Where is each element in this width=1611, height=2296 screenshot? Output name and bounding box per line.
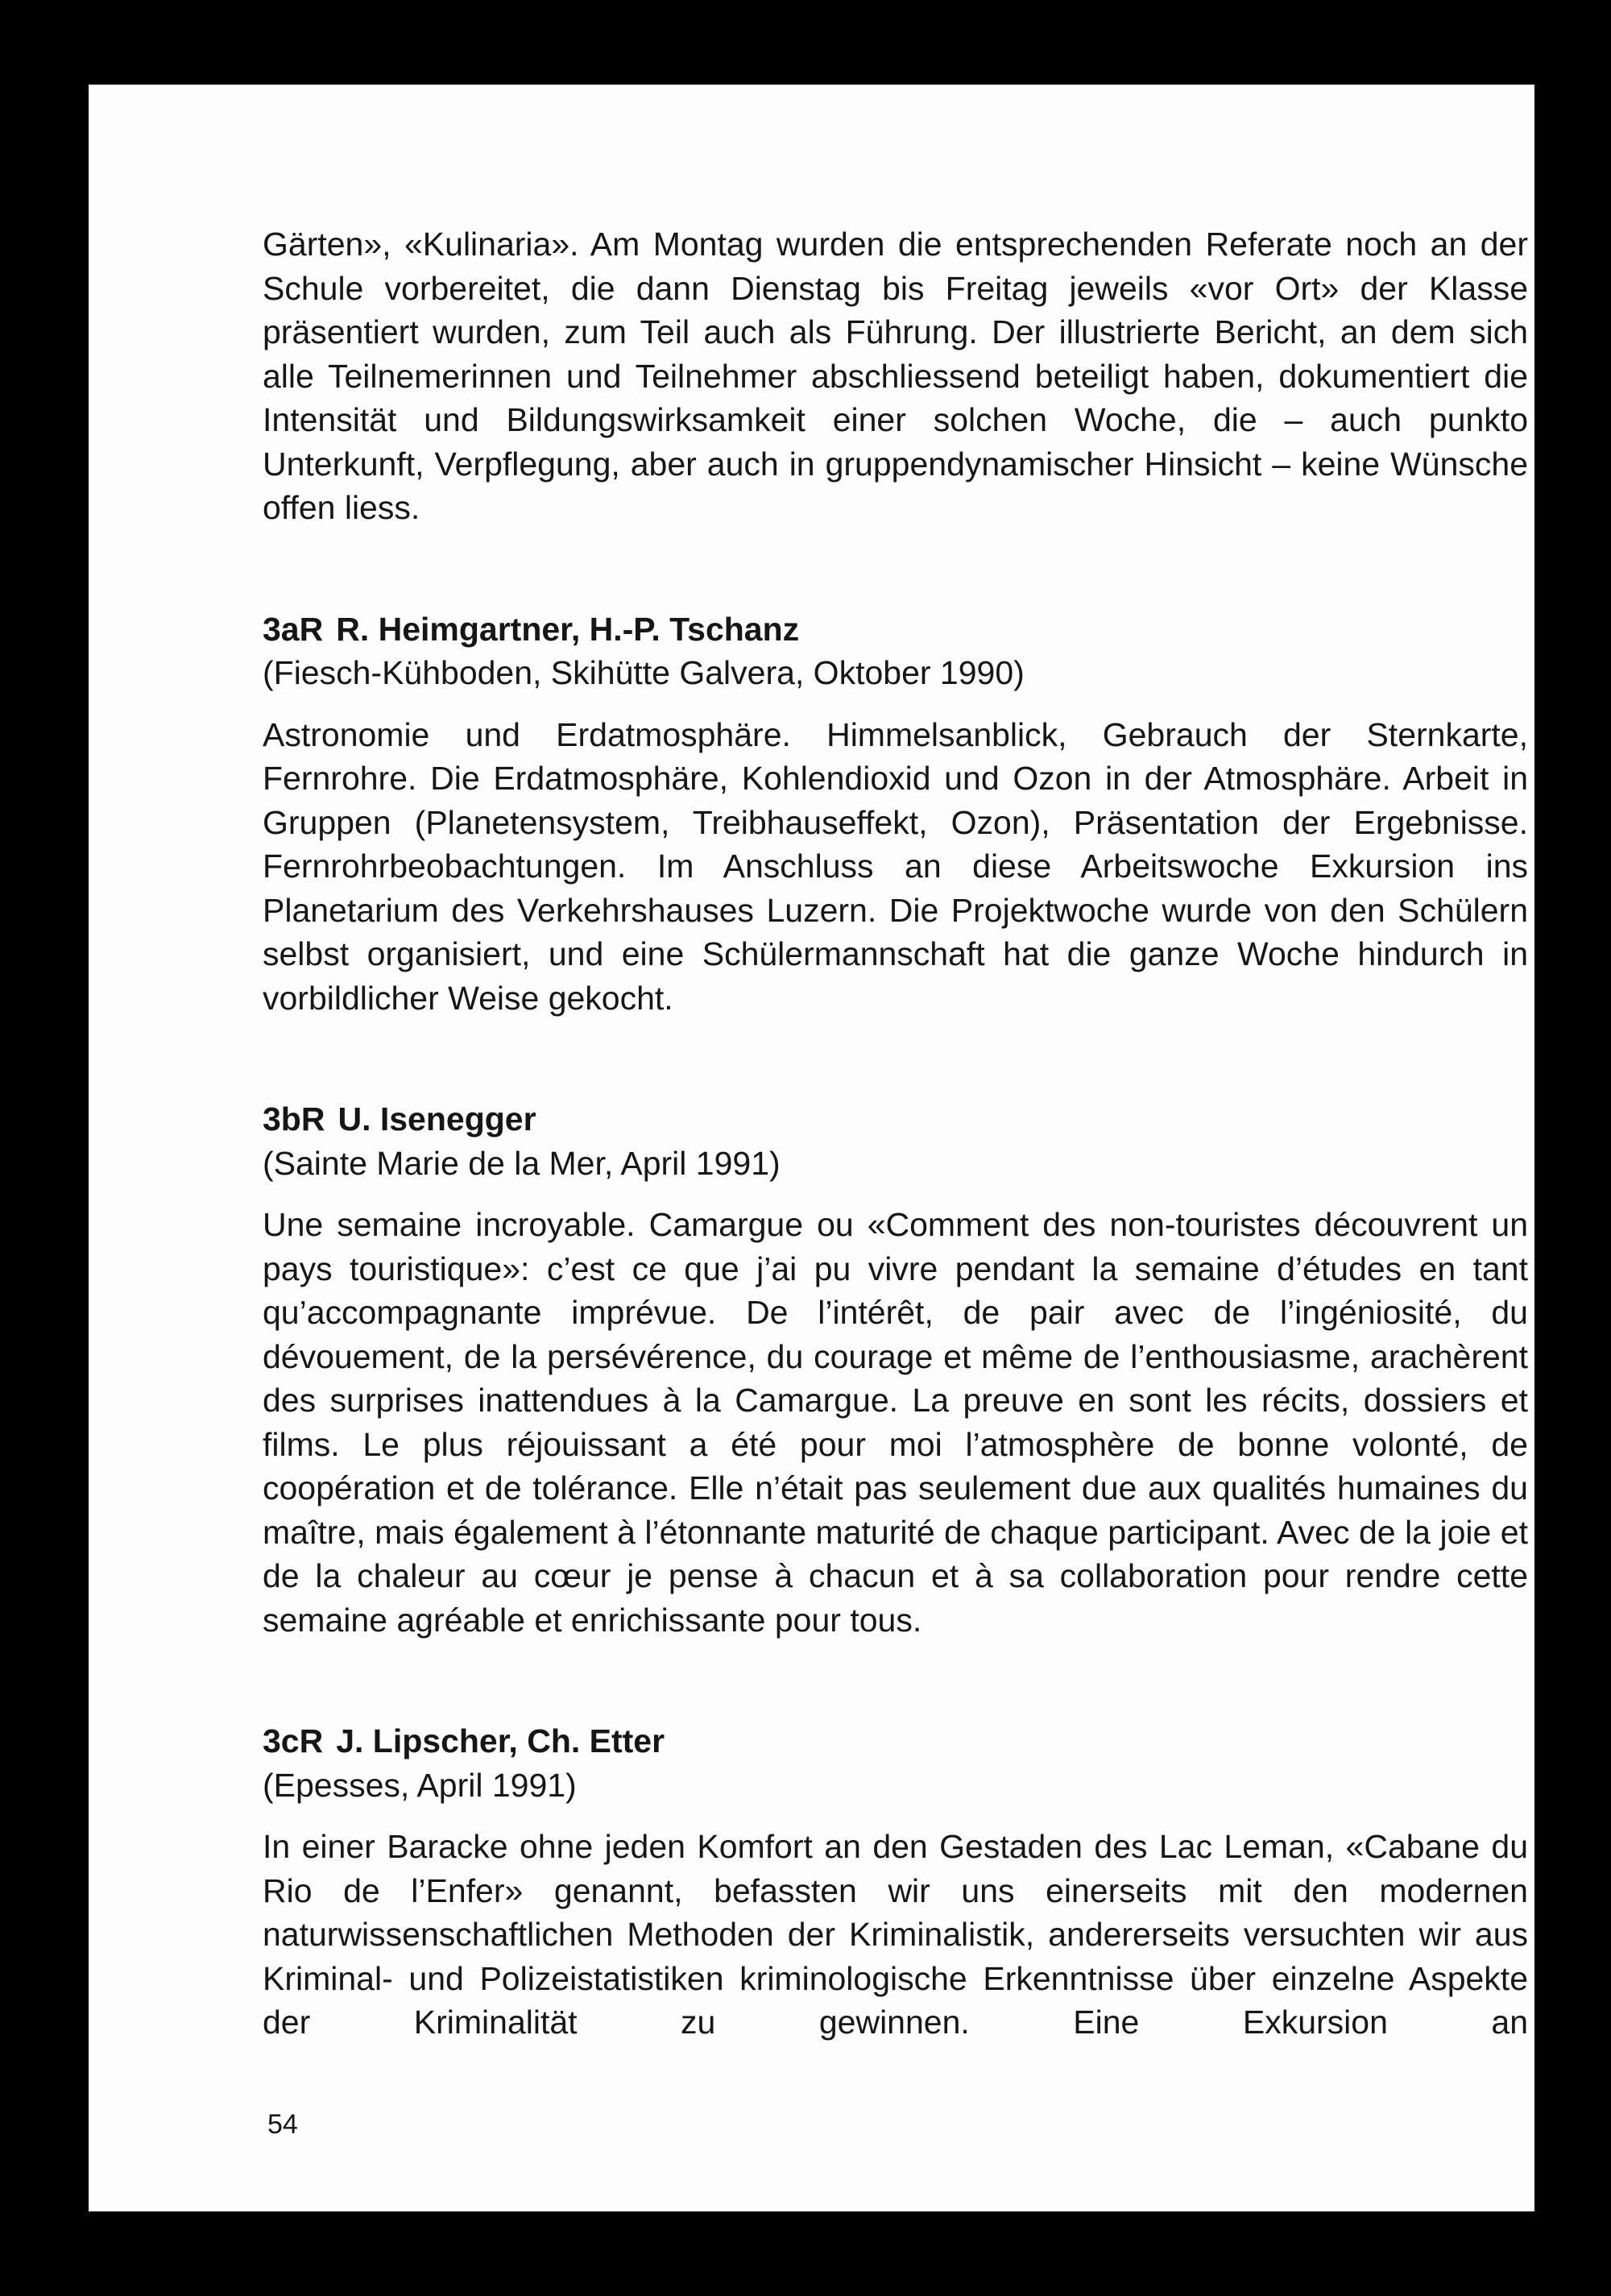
section-heading	[263, 607, 1528, 652]
page-number: 54	[267, 2109, 298, 2140]
section-body: Une semaine incroyable. Camargue ou «Comment des non-touristes découvrent un pays touristique»: c’est ce que j’ai pu vivre pendant la semaine d’études en tant qu’accompagnante imprévue. De l’intérêt, de pair avec de l’ingéniosité, du dévouement, de la persévérence, du courage et même de l’enthousiasme, arachèrent des surprises inattendues à la Camargue. La preuve en sont les récits, dossiers et films. Le plus réjouissant a été pour moi l’atmosphère de bonne volonté, de coopération et de tolérance. Elle n’était pas seulement due aux qualités humaines du maître, mais également à l’étonnante maturité de chaque participant. Avec de la joie et de la chaleur au cœur je pense à chacun et à sa collaboration pour rendre cette semaine agréable et enrichissante pour tous.	[263, 1206, 1528, 1639]
document-page	[89, 85, 1534, 2211]
section-heading	[263, 1719, 1528, 1763]
intro-paragraph: Gärten», «Kulinaria». Am Montag wurden die entsprechenden Referate noch an der Schule vorbereitet, die dann Dienstag bis Freitag jeweils «vor Ort» der Klasse präsentiert wurden, zum Teil auch als Führung. Der illustrierte Bericht, an dem sich alle Teilnemerinnen und Teilnehmer abschliessend beteiligt haben, dokumentiert die Intensität und Bildungswirksamkeit einer solchen Woche, die – auch punkto Unterkunft, Verpflegung, aber auch in gruppendynamischer Hinsicht – keine Wünsche offen liess.	[263, 226, 1528, 526]
section-3aR	[263, 607, 1528, 1021]
teacher-names: R. Heimgartner, H.-P. Tschanz	[336, 610, 800, 648]
section-3bR	[263, 1097, 1528, 1642]
section-subtitle: (Epesses, April 1991)	[263, 1766, 577, 1804]
section-body: In einer Baracke ohne jeden Komfort an den Gestaden des Lac Leman, «Cabane du Rio de l’Enfer» genannt, befassten wir uns einerseits mit den modernen naturwissenschaftlichen Methoden der Kriminalistik, andererseits versuchten wir aus Kriminal- und Polizeistatistiken kriminologische Erkenntnisse über einzelne Aspekte der Kriminalität zu gewinnen. Eine Exkursion an	[263, 1828, 1528, 2041]
teacher-names: U. Isenegger	[338, 1100, 536, 1138]
class-code: 3bR	[263, 1100, 325, 1138]
section-body: Astronomie und Erdatmosphäre. Himmelsanblick, Gebrauch der Sternkarte, Fernrohre. Die Erdatmosphäre, Kohlendioxid und Ozon in der Atmosphäre. Arbeit in Gruppen (Planetensystem, Treibhauseffekt, Ozon), Präsentation der Ergebnisse. Fernrohrbeobachtungen. Im Anschluss an diese Arbeitswoche Exkursion ins Planetarium des Verkehrshauses Luzern. Die Projektwoche wurde von den Schülern selbst organisiert, und eine Schülermannschaft hat die ganze Woche hindurch in vorbildlicher Weise gekocht.	[263, 715, 1528, 1017]
section-3cR	[263, 1719, 1528, 2045]
class-code: 3cR	[263, 1722, 324, 1759]
section-subtitle: (Fiesch-Kühboden, Skihütte Galvera, Oktober 1990)	[263, 654, 1025, 691]
page-content	[263, 222, 1528, 2122]
class-code: 3aR	[263, 610, 324, 648]
section-subtitle: (Sainte Marie de la Mer, April 1991)	[263, 1144, 781, 1182]
section-heading	[263, 1097, 1528, 1142]
teacher-names: J. Lipscher, Ch. Etter	[336, 1722, 665, 1759]
